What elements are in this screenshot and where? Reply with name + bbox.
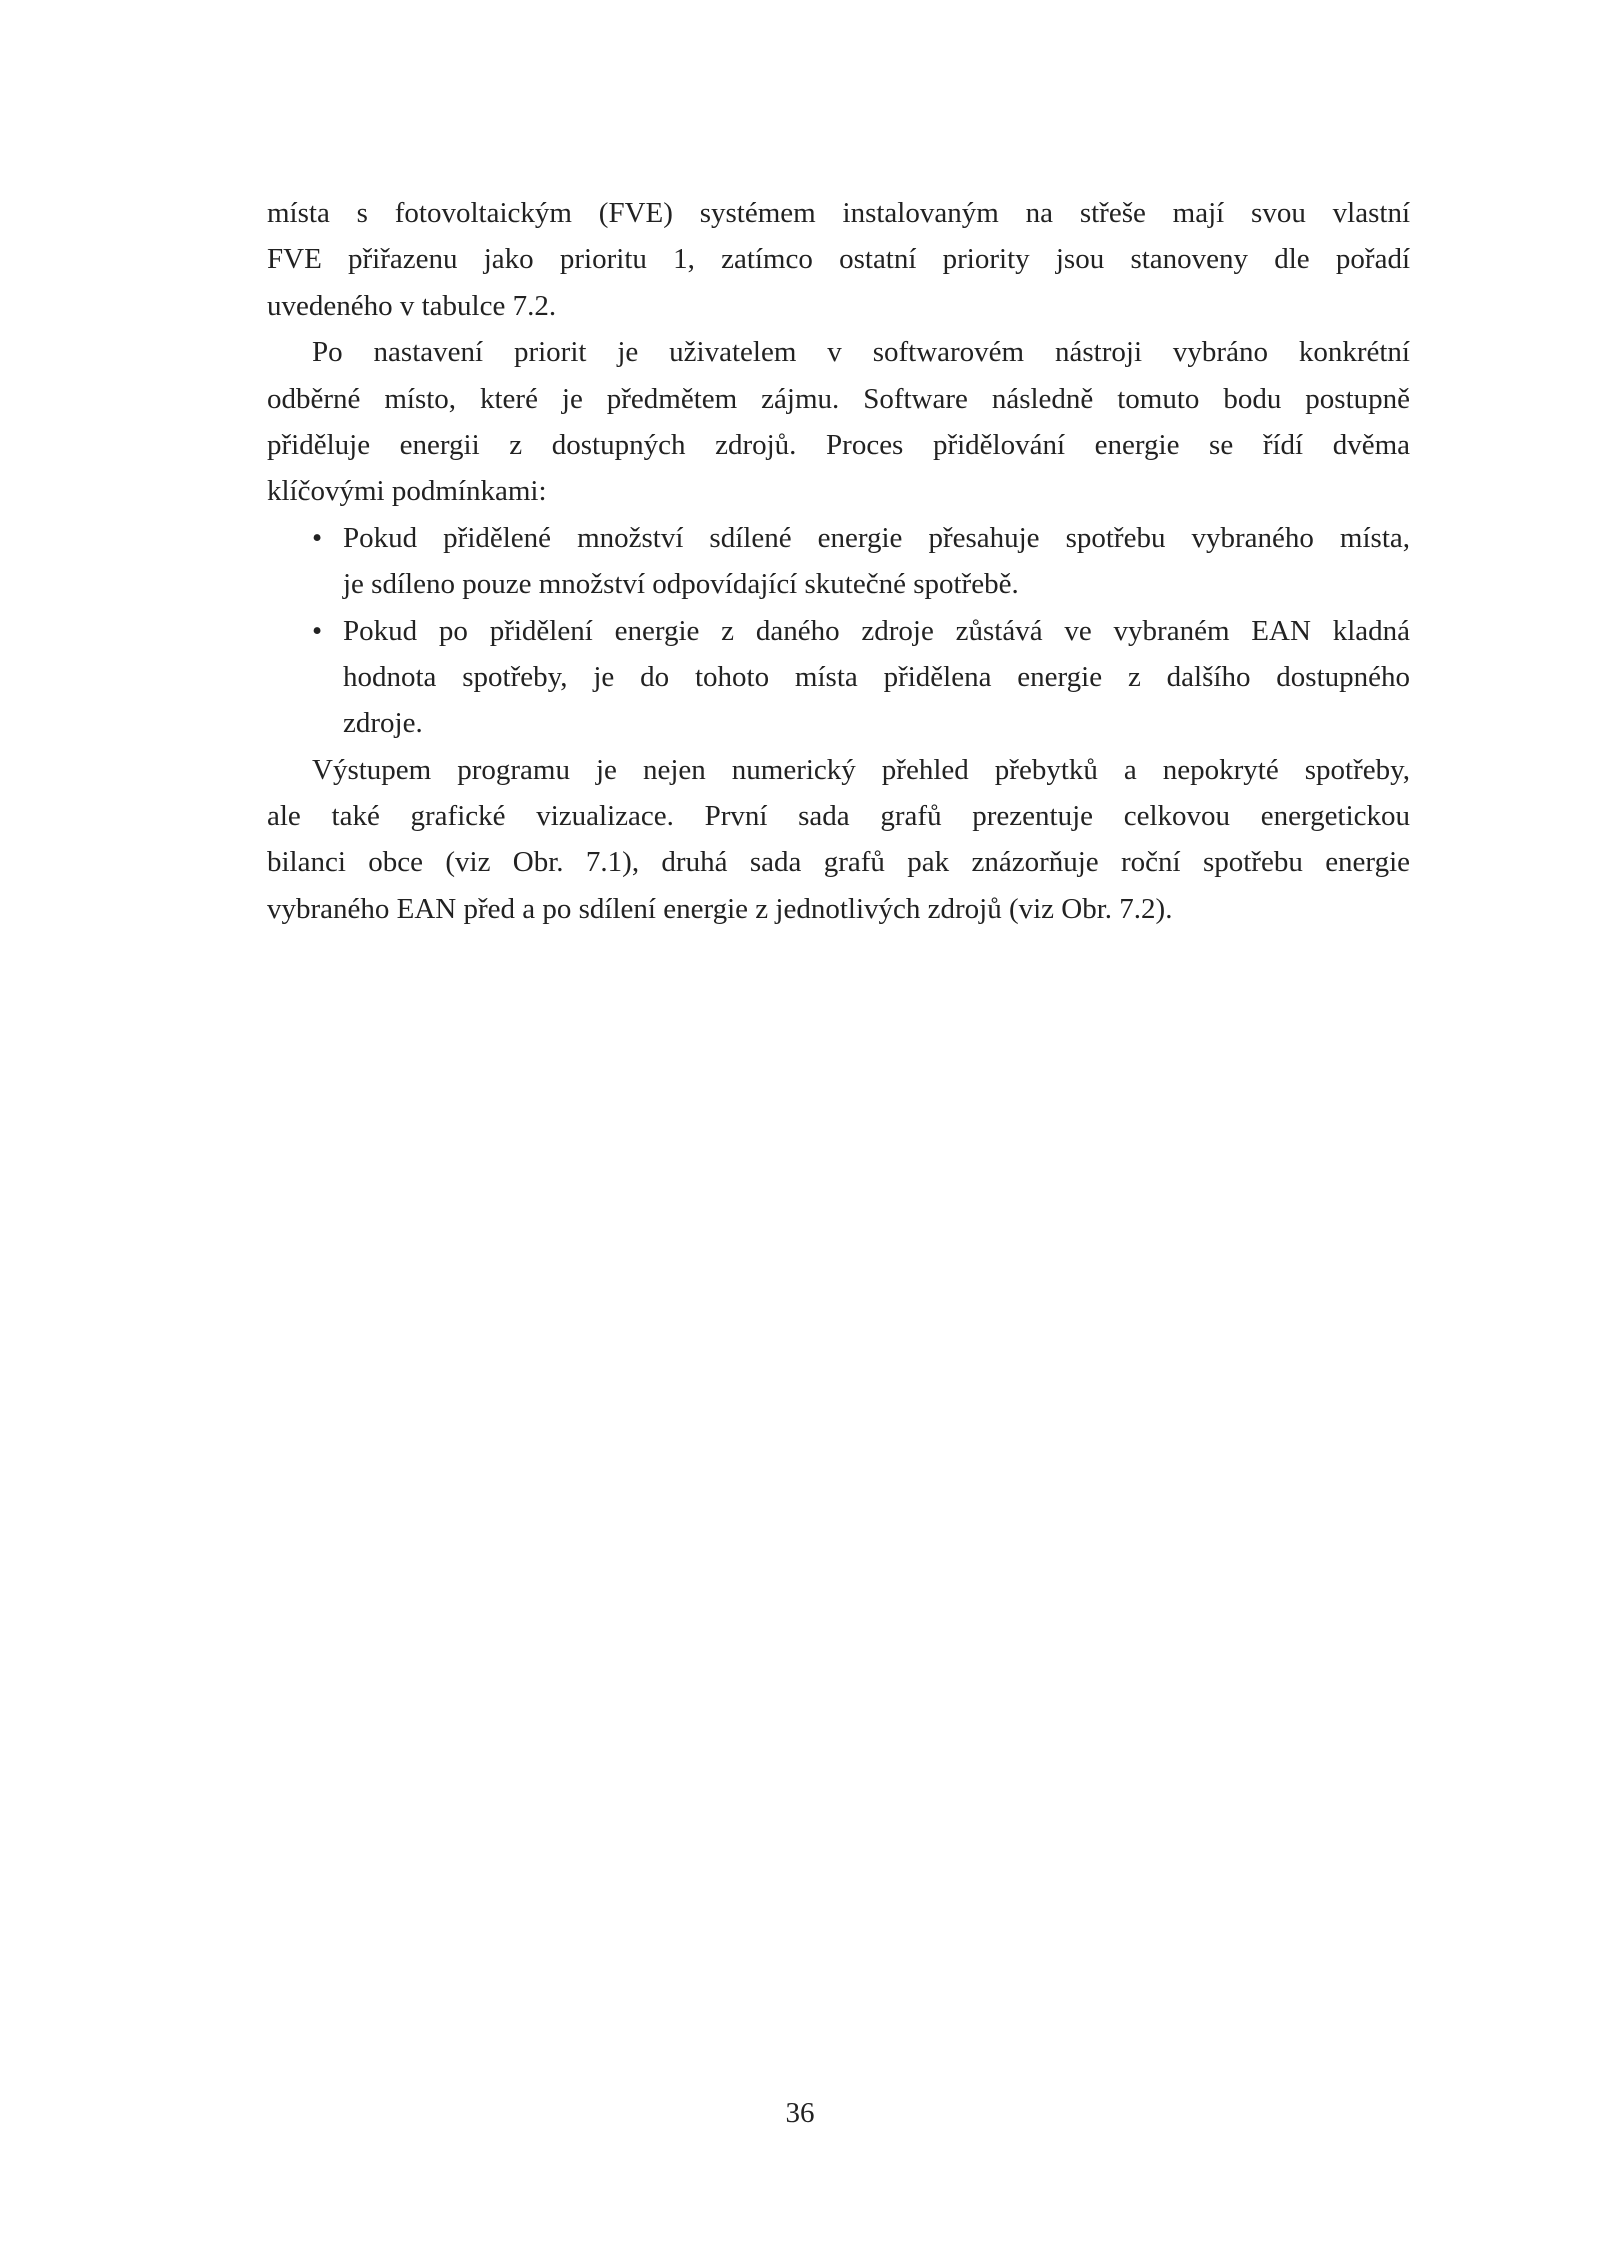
text-line: Výstupem programu je nejen numerický přehled přebytků a nepokryté spotřeby, xyxy=(312,753,1410,786)
text: Pokud po přidělení energie z daného zdroje zůstává ve vybraném EAN kladná xyxy=(343,614,1410,647)
text-line: je sdíleno pouze množství odpovídající skutečné spotřebě. xyxy=(343,568,1019,601)
text-line: místa s fotovoltaickým (FVE) systémem instalovaným na střeše mají svou vlastní xyxy=(267,197,1410,229)
list-item xyxy=(267,515,1410,608)
page-body xyxy=(267,190,1410,932)
text-line xyxy=(267,515,1410,561)
list-item xyxy=(267,608,1410,747)
bullet-icon: • xyxy=(312,614,323,647)
page-number: 36 xyxy=(785,2097,815,2129)
text-line: uvedeného v tabulce 7.2. xyxy=(267,289,557,322)
paragraph-2 xyxy=(267,329,1410,515)
text-line: zdroje. xyxy=(343,707,423,740)
text-line: ale také grafické vizualizace. První sada grafů prezentuje celkovou energetickou xyxy=(267,800,1410,833)
paragraph-1 xyxy=(267,190,1410,329)
bullet-icon: • xyxy=(312,521,323,554)
text-line: hodnota spotřeby, je do tohoto místa přidělena energie z dalšího dostupného xyxy=(343,660,1410,693)
text-line: přiděluje energii z dostupných zdrojů. Proces přidělování energie se řídí dvěma xyxy=(267,428,1410,461)
text-line: odběrné místo, které je předmětem zájmu. Software následně tomuto bodu postupně xyxy=(267,382,1410,415)
bullet-list xyxy=(267,515,1410,747)
text-line: klíčovými podmínkami: xyxy=(267,475,547,508)
text: Pokud přidělené množství sdílené energie přesahuje spotřebu vybraného místa, xyxy=(343,521,1410,554)
text-line: bilanci obce (viz Obr. 7.1), druhá sada grafů pak znázorňuje roční spotřebu energie xyxy=(267,846,1410,879)
text-line: FVE přiřazenu jako prioritu 1, zatímco ostatní priority jsou stanoveny dle pořadí xyxy=(267,243,1410,276)
text-line: Po nastavení priorit je uživatelem v softwarovém nástroji vybráno konkrétní xyxy=(312,336,1410,369)
text-line xyxy=(267,608,1410,654)
text-line: vybraného EAN před a po sdílení energie z jednotlivých zdrojů (viz Obr. 7.2). xyxy=(267,892,1173,925)
paragraph-3 xyxy=(267,747,1410,933)
